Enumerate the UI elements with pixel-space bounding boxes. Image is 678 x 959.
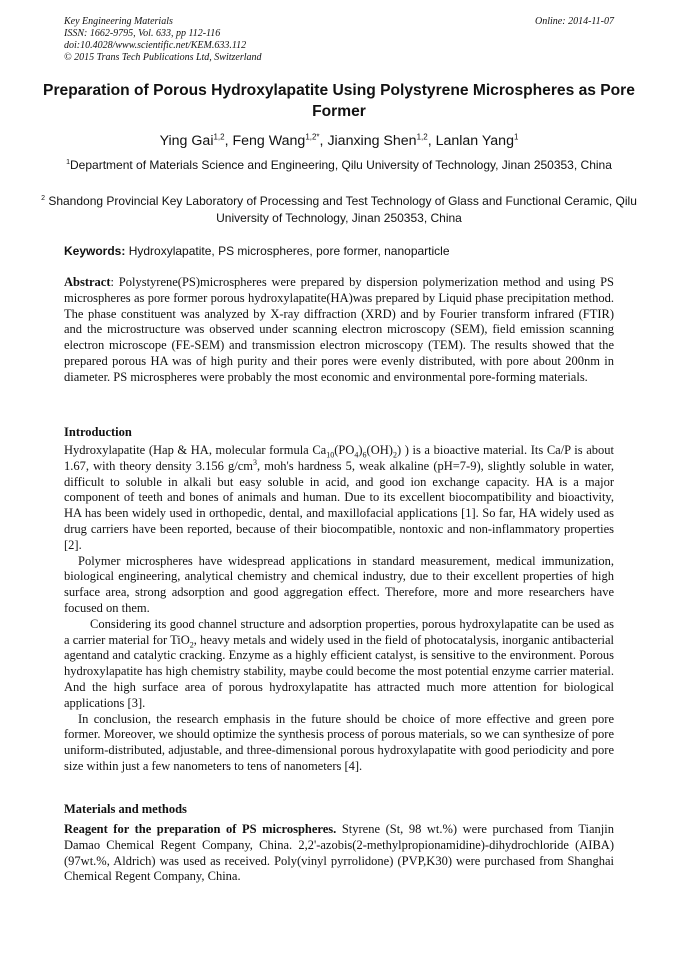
paragraph: Hydroxylapatite (Hap & HA, molecular formula $Ca_{10}(PO_4)_6(OH)_2$) ) is a bioactive material. Its Ca/P is about 1.67, with theory density 3.156 $g/cm^3$, moh's hardness 5, weak alkaline (pH=7-9), slightly soluble in water, difficult to soluble in alkali but easy soluble in acid, and good ion exchange capacity. HA is a major component of teeth and bones of animals and human. Due to its excellent biocompatibility and bioactivity, HA has been widely used in orthopedic, dental, and maxillofacial applications [1]. So far, HA widely used as drug carriers have been reported, because of their biocompatible, nontoxic and non-inflammatory properties [2]. <box>64 443 614 552</box>
journal-meta <box>64 16 262 64</box>
author-list <box>40 132 638 150</box>
introduction-body <box>64 443 614 775</box>
abstract-text: : Polystyrene(PS)microspheres were prepared by dispersion polymerization method and using PS microspheres as pore former porous hydroxylapatite(HA)was prepared by Liquid phase precipitation method. The phase constituent was analyzed by X-ray diffraction (XRD) and by Fourier transform infrared (FTIR) and the microstructure was observed under scanning electron microscopy (SEM), field emission scanning electron microscope (FE-SEM) and transmission electron microscopy (TEM). The results showed that the prepared porous HA was of high purity and their pores were evenly distributed, with pore about 200nm in diameter. PS microspheres were probably the most economic and environmental pore-forming materials. <box>64 275 614 384</box>
issn-line: ISSN: 1662-9795, Vol. 633, pp 112-116 <box>64 28 221 39</box>
copyright-line: © 2015 Trans Tech Publications Ltd, Switzerland <box>64 52 262 63</box>
methods-body <box>64 822 614 885</box>
paragraph: In conclusion, the research emphasis in the future should be choice of more effective and green pore former. Moreover, we should optimize the synthesis process of porous materials, so we can synthesize of pore uniform-distributed, adjustable, and three-dimensional porous hydroxylapatite with good periodicity and pore size within just a few nanometers to tens of nanometers [4]. <box>64 711 614 773</box>
author: Jianxing Shen$^{1,2}$, <box>327 132 436 149</box>
online-date: Online: 2014-11-07 <box>535 16 614 27</box>
keywords <box>64 243 450 259</box>
section-heading-introduction: Introduction <box>64 425 132 439</box>
paragraph: Reagent for the preparation of PS microspheres. Styrene (St, 98 wt.%) were purchased from Tianjin Damao Chemical Regent Company, China. 2,2'-azobis(2-methylpropionamidine)-dihydrochloride (AIBA) (97wt.%, Aldrich) was used as received. Poly(vinyl pyrrolidone) (PVP,K30) were purchased from Shanghai Chemical Regent Company, China. <box>64 822 614 884</box>
affiliation-1: $^1$Department of Materials Science and Engineering, Qilu University of Technology, Jinan 250353, China <box>66 158 612 172</box>
doi-line: doi:10.4028/www.scientific.net/KEM.633.112 <box>64 40 247 51</box>
paragraph: Polymer microspheres have widespread applications in standard measurement, medical immunization, biological engineering, analytical chemistry and chemical industry, due to their excellent properties of high surface area, strong adsorption and good aggregation effect. Therefore, more and more researchers have focused on them. <box>64 553 614 615</box>
keywords-text: Hydroxylapatite, PS microspheres, pore former, nanoparticle <box>125 244 450 258</box>
affiliation-2: $^2$ Shandong Provincial Key Laboratory of Processing and Test Technology of Glass and Functional Ceramic, Qilu University of Technology, Jinan 250353, China <box>41 194 637 225</box>
paragraph: Considering its good channel structure and adsorption properties, porous hydroxylapatite can be used as a carrier material for TiO$_2$, heavy metals and widely used in the field of photocatalysis, inorganic antibacterial agentand and catalytic cracking. Enzyme as a highly efficient catalyst, is sensitive to the environment. Porous hydroxylapatite has high chemistry stability, maybe could become the most potential enzyme carrier material. And the high surface area of porous hydroxylapatite has attracted much more attention for biological applications [3]. <box>64 616 614 710</box>
abstract-label: Abstract <box>64 275 111 289</box>
paper-title: Preparation of Porous Hydroxylapatite Using Polystyrene Microspheres as Pore Former <box>43 82 635 120</box>
abstract <box>64 275 614 386</box>
journal-name: Key Engineering Materials <box>64 16 173 27</box>
keywords-label: Keywords: <box>64 244 126 258</box>
author: Lanlan Yang$^1$ <box>435 132 519 149</box>
author: Feng Wang$^{1,2*}$, <box>232 132 328 149</box>
author: Ying Gai$^{1,2}$, <box>159 132 233 149</box>
section-heading-methods: Materials and methods <box>64 802 187 816</box>
reagent-label: Reagent for the preparation of PS microspheres. <box>64 822 337 836</box>
